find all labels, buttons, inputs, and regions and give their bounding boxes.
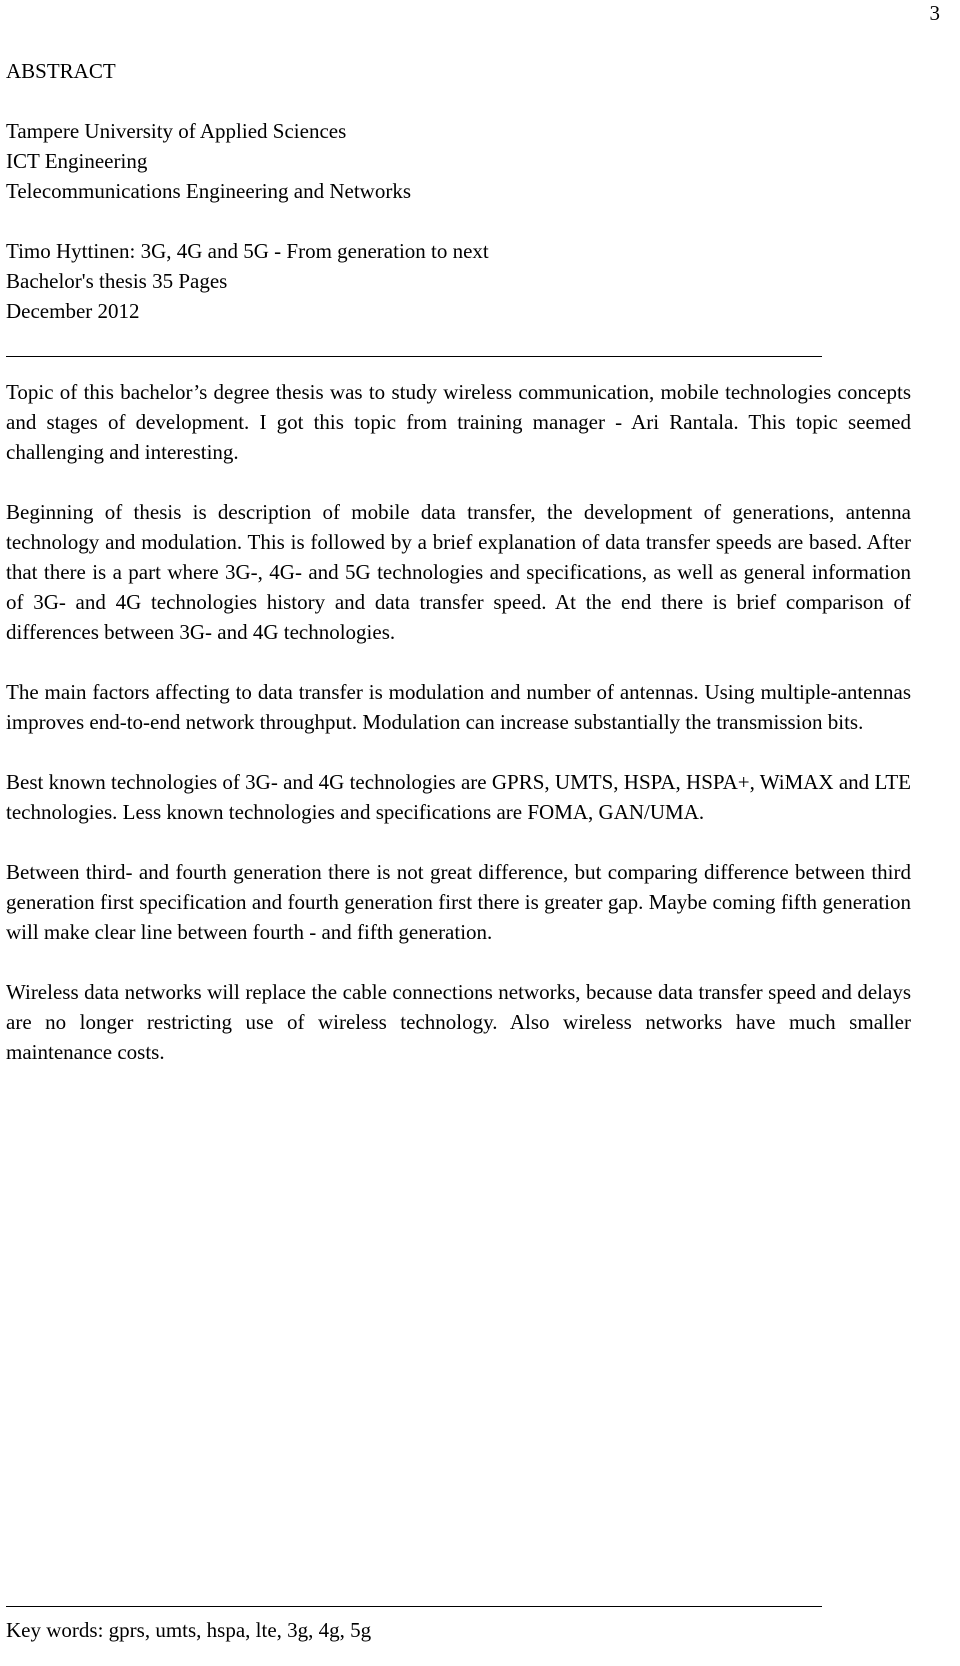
degree-programme: ICT Engineering bbox=[6, 149, 148, 173]
keywords: Key words: gprs, umts, hspa, lte, 3g, 4g, 5g bbox=[6, 1618, 372, 1642]
keywords-footer bbox=[6, 1606, 911, 1645]
author-and-title: Timo Hyttinen: 3G, 4G and 5G - From generation to next bbox=[6, 239, 489, 263]
thesis-type-pages: Bachelor's thesis 35 Pages bbox=[6, 269, 228, 293]
abstract-heading: ABSTRACT bbox=[6, 59, 116, 83]
abstract-paragraph: Wireless data networks will replace the cable connections networks, because data transfer speed and delays are no longer restricting use of wireless technology. Also wireless networks have much smaller maintenance costs. bbox=[6, 980, 911, 1064]
institution-block bbox=[6, 116, 911, 206]
abstract-paragraph: Between third- and fourth generation there is not great difference, but comparing difference between third generation first specification and fourth generation first there is greater gap. Maybe coming fifth generation will make clear line between fourth - and fifth generation. bbox=[6, 860, 911, 944]
thesis-info-block bbox=[6, 236, 911, 326]
abstract-body bbox=[6, 56, 911, 1097]
abstract-paragraph: Topic of this bachelor’s degree thesis was to study wireless communication, mobile technologies concepts and stages of development. I got this topic from training manager - Ari Rantala. This topic seemed challenging and interesting. bbox=[6, 380, 911, 464]
programme-option: Telecommunications Engineering and Networks bbox=[6, 179, 411, 203]
divider-bottom bbox=[6, 1606, 822, 1607]
abstract-paragraph: Best known technologies of 3G- and 4G technologies are GPRS, UMTS, HSPA, HSPA+, WiMAX and LTE technologies. Less known technologies and specifications are FOMA, GAN/UMA. bbox=[6, 770, 911, 824]
divider-top bbox=[6, 356, 822, 357]
university-name: Tampere University of Applied Sciences bbox=[6, 119, 347, 143]
page-number: 3 bbox=[929, 1, 940, 25]
abstract-paragraph: Beginning of thesis is description of mobile data transfer, the development of generations, antenna technology and modulation. This is followed by a brief explanation of data transfer speeds are based. After that there is a part where 3G-, 4G- and 5G technologies and specifications, as well as general information of 3G- and 4G technologies history and data transfer speed. At the end there is brief comparison of differences between 3G- and 4G technologies. bbox=[6, 500, 911, 644]
thesis-date: December 2012 bbox=[6, 299, 140, 323]
abstract-paragraph: The main factors affecting to data transfer is modulation and number of antennas. Using multiple-antennas improves end-to-end network throughput. Modulation can increase substantially the transmission bits. bbox=[6, 680, 911, 734]
